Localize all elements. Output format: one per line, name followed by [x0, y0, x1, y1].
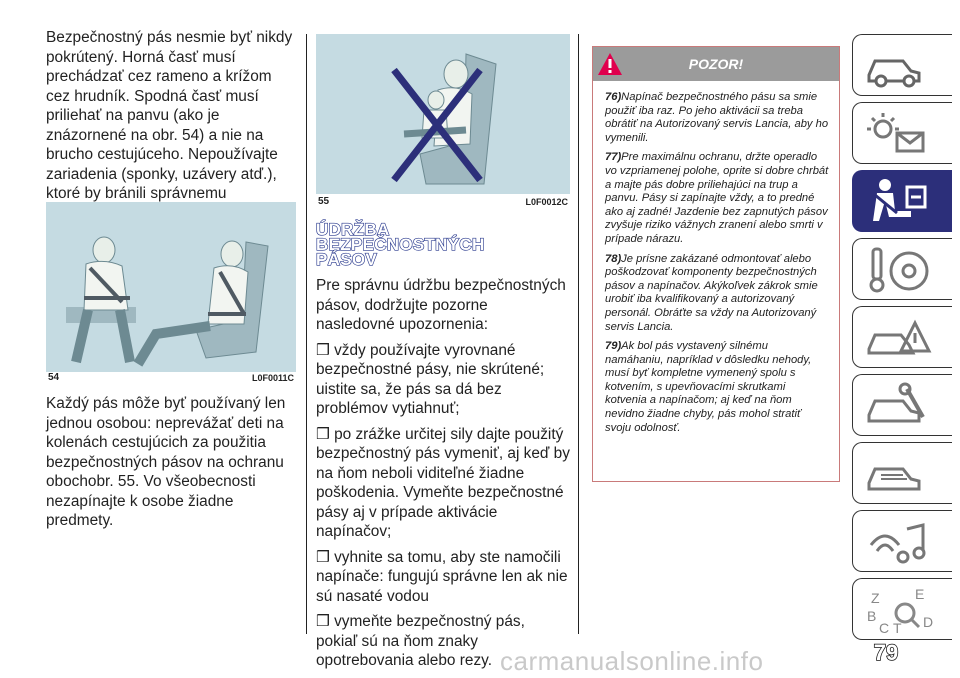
- single-occupant-text: Každý pás môže byť používaný len jednou osobou: neprevážať deti na kolenách cestujúcich za použitia bezpečnostných pásov na ochranu obochobr. 55. Vo všeobecnosti nezapínajte k osobe žiadne predmety.: [46, 395, 286, 529]
- car-info-icon: [863, 41, 935, 91]
- page-number: 79: [873, 640, 899, 665]
- car-breakdown-icon: [863, 381, 935, 431]
- maintenance-text: Pre správnu údržbu bezpečnostných pásov, dodržujte pozorne nasledovné upozornenia: ❒ vždy používajte vyrovnané bezpečnostné pásy, nie skrútené; uistite sa, že pás sa dá bez problémov vytiahnuť; ❒ po zrážke určitej sily dajte použitý bezpečnostný pás vymeniť, aj keď by na ňom neboli viditeľné žiadne poškodenia. Vymeňte bezpečnostné pásy aj v prípade aktivácie napínačov; ❒ vyhnite sa tomu, aby ste namočili napínače: fungujú správne len ak nie sú nasaté vodou ❒ vymeňte bezpečnostný pás, pokiaľ sú na ňom znaky opotrebovania alebo rezy.: [316, 277, 570, 669]
- index-letter: Z: [871, 590, 880, 606]
- index-letter: T: [893, 620, 902, 635]
- tab-car-info[interactable]: [852, 34, 952, 96]
- tab-maintenance[interactable]: [852, 442, 952, 504]
- key-start-icon: [863, 245, 935, 295]
- warning-box: [592, 46, 840, 482]
- tab-index[interactable]: [852, 578, 952, 640]
- list-item: ❒ vymeňte bezpečnostný pás, pokiaľ sú na ňom znaky opotrebovania alebo rezy.: [316, 613, 525, 669]
- warning-title: POZOR!: [688, 56, 744, 72]
- list-item: ❒ vždy používajte vyrovnané bezpečnostné pásy, nie skrútené; uistite sa, že pás sa dá bez problémov vytiahnuť;: [316, 341, 545, 417]
- tab-start-drive[interactable]: [852, 238, 952, 300]
- tab-multimedia[interactable]: [852, 510, 952, 572]
- tab-emergency[interactable]: [852, 306, 952, 368]
- list-item: ❒ po zrážke určitej sily dajte použitý bezpečnostný pás vymeniť, aj keď by na ňom neboli viditeľné žiadne poškodenia. Vymeňte bezpečnostné pásy aj v prípade aktivácie napínačov;: [316, 425, 570, 540]
- alphabetical-index-icon: [863, 585, 935, 635]
- index-letter: B: [867, 608, 877, 624]
- figure-number: 54: [48, 372, 60, 383]
- dashboard-lights-icon: [863, 109, 935, 159]
- figure-code: L0F0011C: [251, 373, 294, 383]
- figure-54-illustration: [46, 202, 296, 372]
- column-1-lower: [46, 394, 296, 531]
- warning-triangle-icon: [863, 313, 935, 363]
- warning-body: [593, 81, 839, 435]
- tab-dashboard-lights[interactable]: [852, 102, 952, 164]
- warning-item: 78)Je prísne zakázané odmontovať alebo poškodzovať komponenty bezpečnostných pásov a napínačov. Akýkoľvek zákrok smie urobiť iba kvalifikovaný a autorizovaný personál. Obráťte sa vždy na Autorizovaný servis Lancia.: [605, 252, 818, 333]
- index-letter: D: [923, 614, 934, 630]
- car-maintenance-icon: [863, 449, 935, 499]
- column-2-text: [316, 276, 570, 671]
- list-item: ❒ vyhnite sa tomu, aby ste namočili napínače: fungujú správne len ak nie sú nasaté vodou: [316, 548, 568, 605]
- column-divider: [578, 34, 579, 634]
- figure-code: L0F0012C: [525, 197, 568, 207]
- figure-number: 55: [318, 196, 330, 207]
- seatbelt-airbag-icon: [863, 177, 935, 227]
- tab-safety[interactable]: [852, 170, 952, 232]
- index-letter: E: [915, 586, 925, 602]
- belt-positioning-text: Bezpečnostný pás nesmie byť nikdy pokrútený. Horná časť musí prechádzať cez rameno a krížom cez hrudník. Spodná časť musí priliehať na panvu (ako je znázornené na obr. 54) a nie na brucho cestujúceho. Nepoužívajte zariadenia (sponky, uzávery atď.), ktoré by bránili správnemu: [46, 29, 293, 202]
- warning-item: 76)Napínač bezpečnostného pásu sa smie použiť iba raz. Po jeho aktivácii sa treba obrátiť na Autorizovaný servis Lancia, aby ho vymenili.: [605, 91, 829, 144]
- warning-item: 77)Pre maximálnu ochranu, držte operadlo vo vzpriamenej polohe, oprite si dobre chrbát a majte pás dobre priliehajúci na trup a panvu. Pásy si zapínajte vždy, a to predné ako aj zadné! Jazdenie bez zapnutých pásov zvyšuje riziko vážnych zranení alebo smrti v prípade nárazu.: [605, 151, 829, 245]
- mother-child-illustration: [316, 34, 570, 194]
- column-divider: [306, 34, 307, 634]
- index-letter: C: [879, 620, 890, 635]
- section-heading: ÚDRŽBA BEZPEČNOSTNÝCH PÁSOV: [316, 220, 485, 269]
- seated-passengers-illustration: [46, 202, 296, 372]
- watermark: carmanualsonline.info: [500, 646, 764, 676]
- multimedia-icon: [863, 517, 935, 567]
- warning-header: [593, 47, 839, 81]
- warning-item: 79)Ak bol pás vystavený silnému namáhaniu, napríklad v dôsledku nehody, musí byť kompletne vymenený spolu s kotvením, s upevňovacími skrutkami kotvenia a napínačom; aj keď na ňom nevidno žiadne chyby, pás mohol stratiť svoju odolnosť.: [605, 340, 812, 434]
- tab-breakdown[interactable]: [852, 374, 952, 436]
- figure-55-illustration: [316, 34, 570, 194]
